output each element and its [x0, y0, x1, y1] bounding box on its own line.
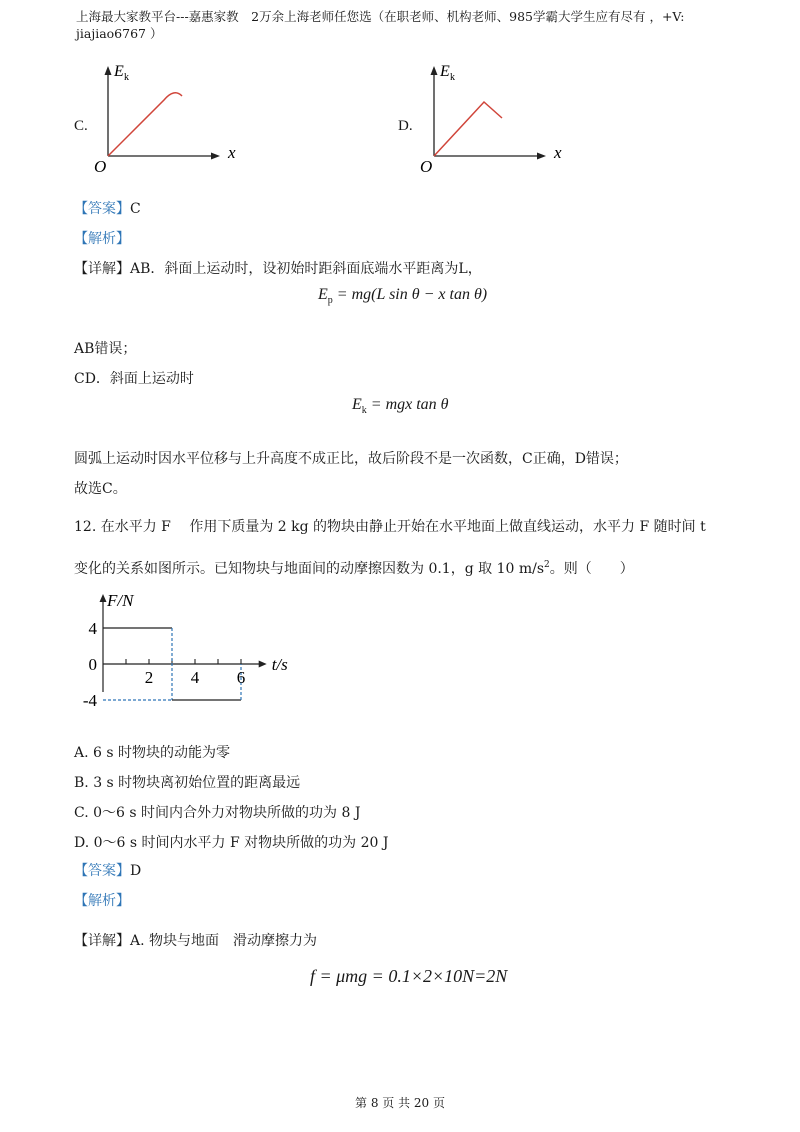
x-axis-arrow-icon	[259, 661, 267, 668]
detail-cd: CD．斜面上运动时	[74, 371, 194, 387]
detail-line-q12: 【详解】A. 物块与地面 滑动摩擦力为	[74, 933, 318, 949]
option-c: C. 0～6 s 时间内合外力对物块所做的功为 8 J	[74, 805, 361, 821]
force-time-chart	[70, 586, 310, 716]
origin-label: O	[94, 157, 107, 176]
equation-ep: $E_p = mg(L$ sin θ − x tan θ)	[318, 286, 488, 306]
detail-conclusion: 故选C。	[74, 481, 127, 497]
answer-line-prev: 【答案】C	[74, 201, 141, 217]
y-arrow-icon	[431, 66, 438, 75]
y-tick-label: 0	[88, 655, 97, 674]
ek-curve-c	[108, 93, 182, 156]
option-c-label: C.	[74, 118, 88, 134]
x-axis-label: x	[554, 143, 562, 162]
answer-line-q12: 【答案】D	[74, 863, 142, 879]
friction-equation: f = μmg = 0.1×2×10N=2N	[310, 966, 508, 986]
analysis-line-prev: 【解析】	[74, 231, 130, 247]
page-footer: 第 8 页 共 20 页	[355, 1096, 445, 1110]
graph-c	[88, 58, 248, 178]
x-axis-title: t/s	[271, 655, 288, 674]
detail-ab-wrong: AB错误；	[74, 341, 137, 357]
y-axis-label: E	[440, 63, 450, 80]
x-tick-label: 2	[144, 668, 154, 687]
equation-ek: $E_k$ = mgx tan θ	[352, 396, 449, 416]
y-tick-label: 4	[88, 619, 97, 638]
detail-line-prev: 【详解】AB．斜面上运动时，设初始时距斜面底端水平距离为L，	[74, 261, 482, 277]
option-d: D. 0～6 s 时间内水平力 F 对物块所做的功为 20 J	[74, 835, 389, 851]
q12-stem-line1: 12. 在水平力 F 作用下质量为 2 kg 的物块由静止开始在水平地面上做直线运动，水平力 F 随时间 t	[74, 519, 706, 535]
origin-label: O	[420, 157, 433, 176]
y-axis-sub: k	[124, 72, 129, 83]
detail-arc: 圆弧上运动时因水平位移与上升高度不成正比，故后阶段不是一次函数，C正确，D错误；	[74, 451, 628, 467]
x-tick-label: 6	[236, 668, 246, 687]
y-axis-label: E	[114, 63, 124, 80]
x-tick-label: 4	[190, 668, 200, 687]
y-arrow-icon	[105, 66, 112, 75]
y-axis-title: F/N	[107, 591, 134, 610]
q12-stem-line2: 变化的关系如图所示。已知物块与地面间的动摩擦因数为 0.1，g 取 10 $m/s^2$。则（ ）	[74, 560, 634, 577]
option-a: A. 6 s 时物块的动能为零	[74, 745, 231, 761]
option-d-label: D.	[398, 118, 413, 134]
analysis-line-q12: 【解析】	[74, 893, 130, 909]
option-b: B. 3 s 时物块离初始位置的距离最远	[74, 775, 301, 791]
x-arrow-icon	[537, 153, 546, 160]
page-header: 上海最大家教平台---嘉惠家教 2万余上海老师任您选（在职老师、机构老师、985学霸大学生应有尽有 ，+V: jiajiao6767 ）	[76, 9, 685, 41]
ek-curve-d	[434, 102, 502, 156]
y-axis-sub: k	[450, 72, 455, 83]
y-tick-label: -4	[82, 691, 97, 710]
graph-d	[414, 58, 574, 178]
y-axis-arrow-icon	[100, 594, 107, 602]
x-axis-label: x	[228, 143, 236, 162]
x-arrow-icon	[211, 153, 220, 160]
